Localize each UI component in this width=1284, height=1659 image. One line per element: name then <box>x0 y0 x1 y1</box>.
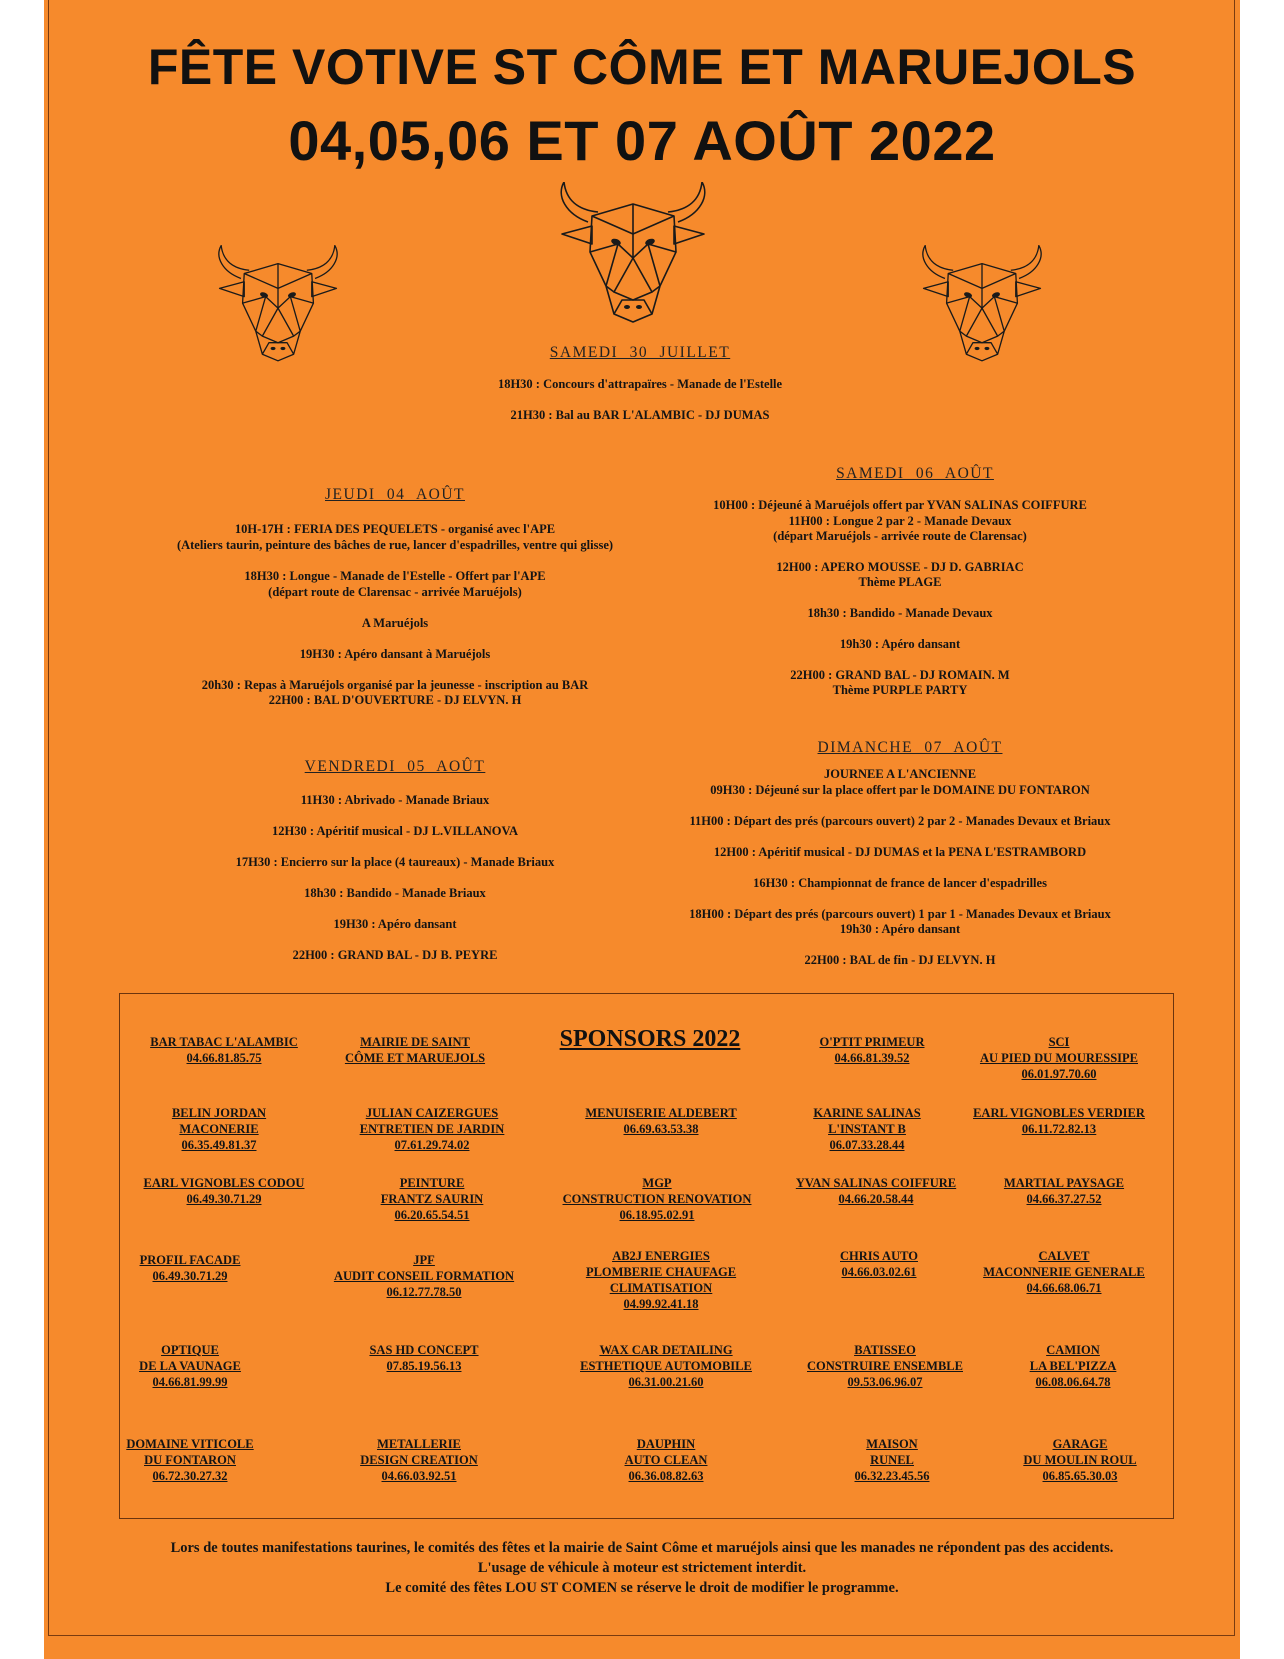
sponsor-line: PEINTURE <box>399 1176 465 1190</box>
footer-line: L'usage de véhicule à moteur est strictement interdit. <box>477 1560 807 1576</box>
sponsor-entry <box>322 1175 542 1223</box>
sponsor-line: PLOMBERIE CHAUFAGE <box>585 1265 737 1279</box>
sponsor-line: MAIRIE DE SAINT <box>360 1035 470 1049</box>
sponsor-line: DU FONTARON <box>144 1453 236 1467</box>
sponsor-line: AUDIT CONSEIL FORMATION <box>333 1269 515 1283</box>
sponsor-line: YVAN SALINAS COIFFURE <box>795 1176 957 1190</box>
sponsor-line: 06.08.06.64.78 <box>1035 1375 1111 1389</box>
sponsor-line: L'INSTANT B <box>828 1122 906 1136</box>
event-line: (départ route de Clarensac - arrivée Maruéjols) <box>268 585 522 599</box>
event-line: Thème PLAGE <box>858 575 942 589</box>
event-line: 17H30 : Encierro sur la place (4 taureaux) - Manade Briaux <box>235 855 555 869</box>
sponsor-entry <box>954 1175 1174 1207</box>
event-line: A Maruéjols <box>361 616 429 630</box>
event-line: 19H30 : Apéro dansant à Maruéjols <box>299 647 491 661</box>
sponsor-line: CONSTRUCTION RENOVATION <box>562 1192 752 1206</box>
sponsor-line: BATISSEO <box>854 1343 916 1357</box>
sponsor-line: MGP <box>642 1176 672 1190</box>
sponsor-line: 04.66.68.06.71 <box>1026 1281 1102 1295</box>
sponsor-entry <box>949 1105 1169 1137</box>
sponsor-line: AU PIED DU MOURESSIPE <box>979 1051 1138 1065</box>
day-heading-jeudi-04: JEUDI 04 AOÛT <box>325 486 465 503</box>
sponsor-line: DESIGN CREATION <box>360 1453 478 1467</box>
sponsor-line: 06.49.30.71.29 <box>152 1269 228 1283</box>
sponsor-entry <box>551 1248 771 1312</box>
day-heading-vendredi-05: VENDREDI 05 AOÛT <box>304 758 486 775</box>
event-line: 10H00 : Déjeuné à Maruéjols offert par YVAN SALINAS COIFFURE <box>713 498 1087 512</box>
event-line: 20h30 : Repas à Maruéjols organisé par la jeunesse - inscription au BAR <box>201 678 589 692</box>
sponsor-line: CAMION <box>1046 1343 1100 1357</box>
footer-disclaimer <box>44 1538 1240 1598</box>
sponsor-entry <box>556 1342 776 1390</box>
sponsor-line: WAX CAR DETAILING <box>599 1343 733 1357</box>
sponsor-line: 04.66.03.02.61 <box>841 1265 917 1279</box>
sponsor-line: CALVET <box>1038 1249 1090 1263</box>
sponsor-line: 06.35.49.81.37 <box>181 1138 257 1152</box>
sponsor-line: CONSTRUIRE ENSEMBLE <box>807 1359 963 1373</box>
day-heading-samedi-06: SAMEDI 06 AOÛT <box>836 465 994 482</box>
sponsor-line: JPF <box>413 1253 435 1267</box>
event-line: 19h30 : Apéro dansant <box>839 637 961 651</box>
event-line: 18h30 : Bandido - Manade Briaux <box>304 886 486 900</box>
sponsor-entry <box>309 1436 529 1484</box>
sponsor-line: EARL VIGNOBLES VERDIER <box>973 1106 1145 1120</box>
sponsor-entry <box>775 1342 995 1390</box>
sponsor-line: 04.99.92.41.18 <box>623 1297 699 1311</box>
sponsor-line: ESTHETIQUE AUTOMOBILE <box>580 1359 752 1373</box>
sponsor-line: FRANTZ SAURIN <box>380 1192 484 1206</box>
sponsor-entry <box>80 1252 300 1284</box>
sponsor-line: GARAGE <box>1052 1437 1108 1451</box>
sponsor-line: MAISON <box>866 1437 918 1451</box>
sponsor-entry <box>782 1436 1002 1484</box>
sponsor-line: SAS HD CONCEPT <box>369 1343 479 1357</box>
event-line: (départ Maruéjols - arrivée route de Clarensac) <box>773 529 1027 543</box>
event-line: 18h30 : Bandido - Manade Devaux <box>807 606 993 620</box>
sponsor-entry <box>314 1342 534 1374</box>
event-line: 19H30 : Apéro dansant <box>333 917 457 931</box>
sponsor-entry <box>954 1248 1174 1296</box>
sponsor-entry <box>963 1342 1183 1390</box>
event-line: 10H-17H : FERIA DES PEQUELETS - organisé avec l'APE <box>234 522 556 536</box>
footer-line: Le comité des fêtes LOU ST COMEN se réserve le droit de modifier le programme. <box>385 1580 899 1596</box>
sponsor-line: BELIN JORDAN <box>171 1106 267 1120</box>
sponsor-line: 06.36.08.82.63 <box>628 1469 704 1483</box>
event-line: 12H30 : Apéritif musical - DJ L.VILLANOVA <box>272 824 518 838</box>
day-heading-samedi-30: SAMEDI 30 JUILLET <box>549 344 731 361</box>
sponsor-line: O'PTIT PRIMEUR <box>819 1035 925 1049</box>
sponsor-line: 06.12.77.78.50 <box>386 1285 462 1299</box>
event-line: 12H00 : Apéritif musical - DJ DUMAS et la PENA L'ESTRAMBORD <box>713 845 1087 859</box>
event-line: 19h30 : Apéro dansant <box>839 922 961 936</box>
sponsor-entry <box>114 1175 334 1207</box>
event-line: 12H00 : APERO MOUSSE - DJ D. GABRIAC <box>776 560 1024 574</box>
sponsors-title: SPONSORS 2022 <box>559 1026 741 1052</box>
sponsor-entry <box>80 1436 300 1484</box>
sponsor-line: 07.61.29.74.02 <box>394 1138 470 1152</box>
event-line: 22H00 : BAL de fin - DJ ELVYN. H <box>804 953 996 967</box>
sponsor-line: DOMAINE VITICOLE <box>126 1437 254 1451</box>
event-line: 18H00 : Départ des prés (parcours ouvert) 1 par 1 - Manades Devaux et Briaux <box>689 907 1111 921</box>
event-line: 18H30 : Concours d'attrapaïres - Manade de l'Estelle <box>497 377 783 391</box>
bull-head-icon <box>208 245 348 363</box>
sponsor-line: BAR TABAC L'ALAMBIC <box>150 1035 298 1049</box>
sponsor-entry <box>766 1175 986 1207</box>
sponsor-line: PROFIL FACADE <box>139 1253 241 1267</box>
sponsor-line: RUNEL <box>870 1453 914 1467</box>
sponsor-line: DE LA VAUNAGE <box>139 1359 241 1373</box>
event-line: 16H30 : Championnat de france de lancer d'espadrilles <box>753 876 1047 890</box>
sponsor-line: 09.53.06.96.07 <box>847 1375 923 1389</box>
sponsor-entry <box>757 1105 977 1153</box>
bull-head-icon <box>548 182 718 324</box>
event-line: 22H00 : GRAND BAL - DJ B. PEYRE <box>292 948 498 962</box>
sponsor-entry <box>551 1105 771 1137</box>
sponsor-line: CÔME ET MARUEJOLS <box>344 1051 486 1065</box>
sponsor-entry <box>109 1105 329 1153</box>
sponsor-entry <box>322 1105 542 1153</box>
sponsor-line: 06.11.72.82.13 <box>1021 1122 1097 1136</box>
sponsor-line: CHRIS AUTO <box>840 1249 918 1263</box>
sponsor-entry <box>949 1034 1169 1082</box>
sponsor-line: LA BEL'PIZZA <box>1029 1359 1117 1373</box>
event-line: JOURNEE A L'ANCIENNE <box>823 767 977 781</box>
sponsor-entry <box>547 1175 767 1223</box>
poster-title: FÊTE VOTIVE ST CÔME ET MARUEJOLS <box>147 39 1137 95</box>
sponsor-entry <box>305 1034 525 1066</box>
footer-line: Lors de toutes manifestations taurines, le comités des fêtes et la mairie de Saint Côme et maruéjols ainsi que les manades ne répondent pas des accidents. <box>170 1540 1114 1556</box>
sponsor-line: MENUISERIE ALDEBERT <box>585 1106 737 1120</box>
sponsor-line: 04.66.81.99.99 <box>152 1375 228 1389</box>
event-line: 11H00 : Départ des prés (parcours ouvert) 2 par 2 - Manades Devaux et Briaux <box>689 814 1111 828</box>
sponsor-line: 06.69.63.53.38 <box>623 1122 699 1136</box>
event-line: Thème PURPLE PARTY <box>832 683 968 697</box>
sponsor-line: 06.32.23.45.56 <box>854 1469 930 1483</box>
sponsor-line: 06.72.30.27.32 <box>152 1469 228 1483</box>
sponsor-line: ENTRETIEN DE JARDIN <box>359 1122 505 1136</box>
sponsor-line: MACONNERIE GENERALE <box>983 1265 1145 1279</box>
sponsor-line: 07.85.19.56.13 <box>386 1359 462 1373</box>
sponsor-line: OPTIQUE <box>161 1343 219 1357</box>
sponsor-line: AUTO CLEAN <box>624 1453 708 1467</box>
sponsor-entry <box>114 1034 334 1066</box>
poster-dates: 04,05,06 ET 07 AOÛT 2022 <box>288 109 996 172</box>
sponsor-line: 06.07.33.28.44 <box>829 1138 905 1152</box>
event-line: 11H00 : Longue 2 par 2 - Manade Devaux <box>788 514 1012 528</box>
bull-head-icon <box>912 245 1052 363</box>
sponsor-line: 04.66.37.27.52 <box>1026 1192 1102 1206</box>
sponsor-line: 04.66.81.39.52 <box>834 1051 910 1065</box>
sponsor-line: 06.31.00.21.60 <box>628 1375 704 1389</box>
event-line: 18H30 : Longue - Manade de l'Estelle - Offert par l'APE <box>244 569 546 583</box>
sponsor-line: 06.01.97.70.60 <box>1021 1067 1097 1081</box>
event-line: (Ateliers taurin, peinture des bâches de rue, lancer d'espadrilles, ventre qui glisse) <box>176 538 614 552</box>
sponsor-line: KARINE SALINAS <box>813 1106 921 1120</box>
sponsor-entry <box>556 1436 776 1484</box>
sponsor-entry <box>80 1342 300 1390</box>
sponsor-line: 06.85.65.30.03 <box>1042 1469 1118 1483</box>
sponsor-entry <box>970 1436 1190 1484</box>
event-line: 22H00 : GRAND BAL - DJ ROMAIN. M <box>790 668 1010 682</box>
sponsor-line: DAUPHIN <box>636 1437 696 1451</box>
sponsor-line: SCI <box>1048 1035 1070 1049</box>
event-line: 22H00 : BAL D'OUVERTURE - DJ ELVYN. H <box>268 693 522 707</box>
day-heading-dimanche-07: DIMANCHE 07 AOÛT <box>817 739 1003 756</box>
sponsor-line: CLIMATISATION <box>609 1281 713 1295</box>
sponsor-line: JULIAN CAIZERGUES <box>365 1106 499 1120</box>
sponsor-line: EARL VIGNOBLES CODOU <box>143 1176 305 1190</box>
sponsor-line: 04.66.81.85.75 <box>186 1051 262 1065</box>
sponsor-line: 06.49.30.71.29 <box>186 1192 262 1206</box>
sponsor-line: 06.18.95.02.91 <box>619 1208 695 1222</box>
event-line: 21H30 : Bal au BAR L'ALAMBIC - DJ DUMAS <box>510 408 770 422</box>
sponsor-line: MARTIAL PAYSAGE <box>1003 1176 1125 1190</box>
sponsor-line: METALLERIE <box>377 1437 461 1451</box>
sponsor-line: 06.20.65.54.51 <box>394 1208 470 1222</box>
sponsor-line: MACONERIE <box>179 1122 259 1136</box>
sponsor-line: DU MOULIN ROUL <box>1023 1453 1137 1467</box>
sponsor-line: 04.66.20.58.44 <box>838 1192 914 1206</box>
event-line: 09H30 : Déjeuné sur la place offert par le DOMAINE DU FONTARON <box>710 783 1090 797</box>
sponsor-line: AB2J ENERGIES <box>612 1249 710 1263</box>
event-line: 11H30 : Abrivado - Manade Briaux <box>300 793 490 807</box>
sponsor-entry <box>314 1252 534 1300</box>
sponsor-line: 04.66.03.92.51 <box>381 1469 457 1483</box>
